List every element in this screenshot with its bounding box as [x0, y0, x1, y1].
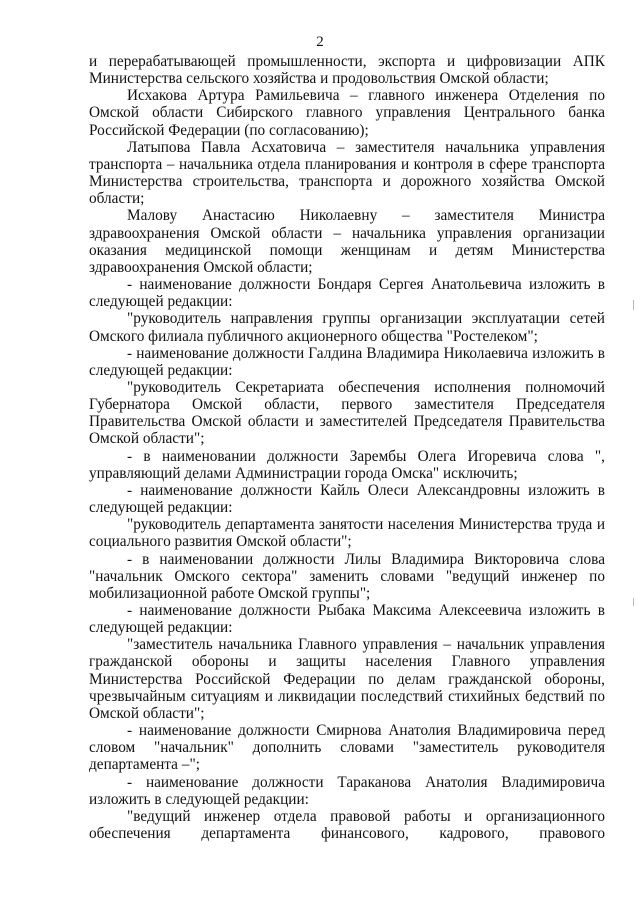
paragraph: "руководитель Секретариата обеспечения исполнения полномочий Губернатора Омской области, первого заместителя Председателя Правительства Омской области и заместителей Председателя Правительства Омской области"; [89, 378, 605, 448]
paragraph: - наименование должности Тараканова Анатолия Владимировича изложить в следующей редакции: [89, 773, 605, 808]
paragraph: - наименование должности Смирнова Анатолия Владимировича перед словом "начальник" дополнить словами "заместитель руководителя департамента –"; [89, 722, 605, 774]
paragraph: - наименование должности Кайль Олеси Александровны изложить в следующей редакции: [89, 481, 605, 517]
scan-mark [633, 300, 634, 310]
paragraph: и перерабатывающей промышленности, экспорта и цифровизации АПК Министерства сельского хозяйства и продовольствия Омской области; [89, 53, 605, 88]
paragraph: - наименование должности Бондаря Сергея Анатольевича изложить в следующей редакции: [89, 276, 605, 311]
document-body [89, 53, 605, 842]
paragraph: - в наименовании должности Лилы Владимира Викторовича слова "начальник Омского сектора" заменить словами "ведущий инженер по мобилизационной работе Омской группы"; [89, 550, 605, 602]
paragraph: Латыпова Павла Асхатовича – заместителя начальника управления транспорта – начальника отдела планирования и контроля в сфере транспорта Министерства строительства, транспорта и дорожного хозяйства Омской области; [89, 138, 605, 208]
paragraph: "ведущий инженер отдела правовой работы и организационного обеспечения департамента финансового, кадрового, правового [89, 807, 605, 843]
paragraph: "руководитель направления группы организации эксплуатации сетей Омского филиала публичного акционерного общества "Ростелеком"; [89, 310, 605, 345]
paragraph: - наименование должности Галдина Владимира Николаевича изложить в следующей редакции: [89, 344, 605, 379]
scan-mark [633, 598, 634, 606]
paragraph: "заместитель начальника Главного управления – начальник управления гражданской обороны и защиты населения Главного управления Министерства Российской Федерации по делам гражданской обороны, чрезвычайным ситуациям и ликвидации последствий стихийных бедствий по Омской области"; [89, 636, 605, 722]
paragraph: Исхакова Артура Рамильевича – главного инженера Отделения по Омской области Сибирского главного управления Центрального банка Российской Федерации (по согласованию); [89, 87, 605, 139]
paragraph: - в наименовании должности Зарембы Олега Игоревича слова ", управляющий делами Администрации города Омска" исключить; [89, 447, 605, 482]
page-number: 2 [316, 34, 324, 50]
paragraph: Малову Анастасию Николаевну – заместителя Министра здравоохранения Омской области – начальника управления организации оказания медицинской помощи женщинам и детям Министерства здравоохранения Омской области; [89, 207, 605, 276]
paragraph: - наименование должности Рыбака Максима Алексеевича изложить в следующей редакции: [89, 602, 605, 637]
paragraph: "руководитель департамента занятости населения Министерства труда и социального развития Омской области"; [89, 516, 605, 551]
